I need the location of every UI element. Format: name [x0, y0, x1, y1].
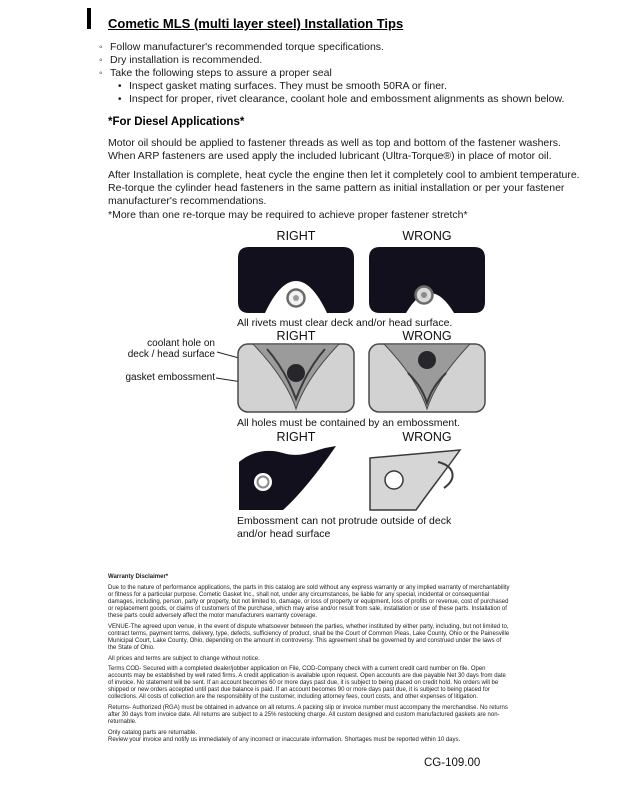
row1-caption: All rivets must clear deck and/or head surface.	[237, 317, 453, 329]
tip-item: ◦ Follow manufacturer's recommended torque specifications.	[99, 41, 564, 54]
row3-right-label: RIGHT	[276, 430, 316, 444]
embossment-protrude-wrong-figure	[368, 444, 486, 517]
gasket-embossment-label: gasket embossment	[125, 372, 215, 383]
terms-cod-clause: Terms COD- Secured with a completed dealer/jobber application on File, COD-Company check with a current credit card number on file. Open accounts may be established by well rated firms. A credit application is available upon request. Open accounts are due payable Net 30 days from date of invoice. No statement will be sent. If an account becomes 60 or more days past due, it is subject to being placed on credit hold. No orders will be shipped or new orders accepted until past due balance is paid. If an account becomes 90 or more days past due, it is subject to being placed for collections. All costs of collection are the responsibility of the customer, including attorney fees, court costs, and other expenses of litigation.	[108, 666, 506, 701]
retorque-note: *More than one re-torque may be required to achieve proper fastener stretch*	[108, 209, 468, 221]
row1-wrong-label: WRONG	[402, 229, 452, 243]
legal-text-block	[108, 574, 510, 748]
prices-clause: All prices and terms are subject to change without notice.	[108, 655, 260, 662]
tip-item: ◦ Dry installation is recommended.	[99, 54, 564, 67]
rivet-clear-wrong-figure	[368, 246, 486, 319]
warranty-disclaimer-heading: Warranty Disclaimer*	[108, 574, 169, 580]
row2-wrong-label: WRONG	[402, 329, 452, 343]
returnable-clause: Only catalog parts are returnable.	[108, 729, 198, 736]
warranty-disclaimer-text: Due to the nature of performance applications, the parts in this catalog are sold without any express warranty or any implied warranty of merchantability or fitness for a particular purpose. Cometic Gasket Inc., shall not, under any circumstances, be liable for any special, incidental or consequential damages, including, person, party or property, but not limited to, damage, or loss of property or equipment, loss of profits or revenue, cost of purchased or replacement goods, or claims of customers of the purchase, which may arise and/or result from sale, installation or use of these parts. Installation of these parts could adversely affect the motor manufacturers warranty coverage.	[108, 585, 510, 620]
row1-right-label: RIGHT	[276, 229, 316, 243]
row3-caption	[237, 515, 451, 540]
row3-caption-line1: Embossment can not protrude outside of deck	[237, 515, 452, 527]
row3-caption-line2: and/or head surface	[237, 527, 331, 540]
page-border-mark	[87, 8, 91, 29]
page-title: Cometic MLS (multi layer steel) Installation Tips	[108, 16, 404, 31]
catalog-code: CG-109.00	[424, 757, 481, 769]
returns-clause: Returns- Authorized (RGA) must be obtained in advance on all returns. A packing slip or invoice number must accompany the merchandise. No returns after 30 days from invoice date. All returns are subject to a 25% restocking charge. All custom designed and custom manufactured gaskets are non-returnable.	[108, 705, 508, 725]
embossment-contained-wrong-figure	[368, 343, 486, 418]
venue-clause: VENUE-The agreed upon venue, in the event of dispute whatsoever between the parties, whether instituted by either party, including, but not limited to, contract terms, payment terms, delivery, type, defects, sufficiency of product, shall be the Court of Common Pleas, Lake County, Ohio or the Painesville Municipal Court, Lake County, Ohio, depending on the amount in controversy. This agreement shall be governed by and construed under the laws of the State of Ohio.	[108, 623, 510, 651]
embossment-protrude-right-figure	[237, 444, 355, 517]
row3-wrong-label: WRONG	[402, 430, 452, 444]
coolant-hole-label-line2: deck / head surface	[127, 349, 215, 360]
tip-item: ◦ Take the following steps to assure a proper seal	[99, 67, 564, 80]
row2-right-label: RIGHT	[276, 329, 316, 343]
diesel-paragraph-2: After Installation is complete, heat cycle the engine then let it completely cool to ambient temperature. Re-torque the cylinder head fasteners in the same pattern as initial installation or per your fastener manufacturer's recommendations.	[108, 169, 580, 208]
row2-caption: All holes must be contained by an embossment.	[237, 417, 460, 429]
review-invoice-clause: Review your invoice and notify us immediately of any incorrect or inaccurate information. Shortages must be reported within 10 days.	[108, 736, 461, 743]
diesel-paragraph-1: Motor oil should be applied to fastener threads as well as top and bottom of the fastener washers. When ARP fasteners are used apply the included lubricant (Ultra-Torque®) in place of motor oil.	[108, 137, 561, 163]
tip-sub-item: • Inspect for proper, rivet clearance, coolant hole and embossment alignments as shown below.	[118, 93, 564, 106]
tip-sub-item: • Inspect gasket mating surfaces. They must be smooth 50RA or finer.	[118, 80, 564, 93]
coolant-hole-label-line1: coolant hole on	[147, 338, 215, 349]
embossment-contained-right-figure	[237, 343, 355, 418]
rivet-clear-right-figure	[237, 246, 355, 319]
installation-tips-list	[99, 41, 564, 106]
diesel-applications-heading: *For Diesel Applications*	[108, 116, 245, 128]
